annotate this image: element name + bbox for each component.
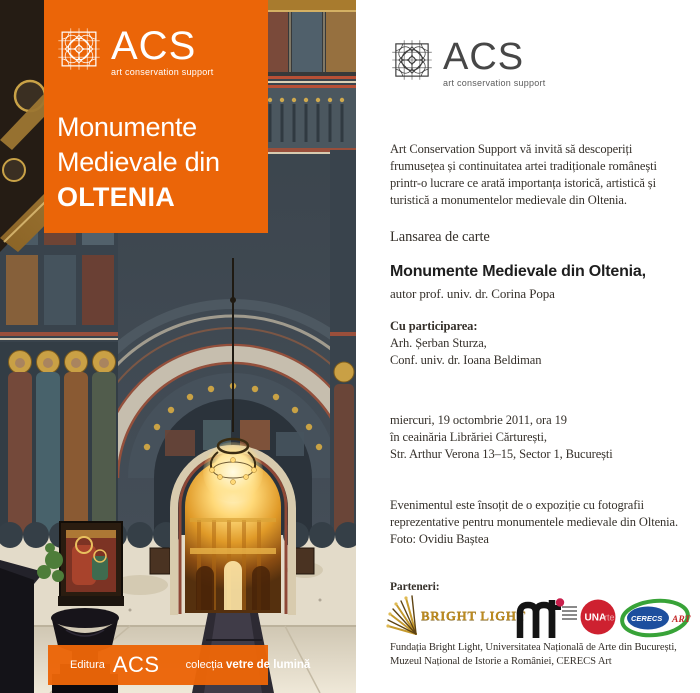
imprint-collection (186, 659, 311, 671)
mni-caption-lines (562, 606, 577, 622)
unarte-wordmark-bold: UNA (584, 612, 607, 624)
poster-title-line1: Monumente (57, 112, 197, 142)
intro-line: printr-o lucrare ce arată importanța istorică, artistică și (390, 176, 656, 190)
imprint-collection-name: vetre de lumină (225, 659, 311, 671)
partner-mni-logo (516, 596, 566, 640)
poster-title-line2: Medievale din (57, 147, 220, 177)
partner-cerecs-art-logo (618, 596, 694, 640)
launch-label: Lansarea de carte (390, 229, 490, 245)
event-line: Foto: Ovidiu Baștea (390, 532, 489, 546)
imprint-acs-wordmark: ACS (112, 652, 160, 677)
cerecs-art-wordmark: ART (672, 615, 691, 625)
intro-line: Art Conservation Support vă invită să descoperiți (390, 142, 633, 156)
event-block (390, 497, 678, 548)
imprint-collection-prefix: colecția (185, 659, 223, 671)
orange-title-block (44, 0, 268, 233)
acs-wordmark: ACS (443, 36, 525, 78)
acs-brand-right (390, 38, 546, 88)
acs-tagline: art conservation support (443, 78, 546, 88)
book-title: Monumente Medievale din Oltenia, (390, 263, 646, 280)
partners-footer (390, 641, 677, 669)
book-author: autor prof. univ. dr. Corina Popa (390, 286, 555, 301)
intro-line: turistică a monumentelor medievale din Oltenia. (390, 193, 627, 207)
venue-block (390, 412, 613, 463)
acs-rosette-icon (390, 38, 434, 82)
event-line: Evenimentul este însoțit de o expoziție cu fotografii (390, 498, 645, 512)
partner-unarte-logo (578, 597, 620, 637)
imprint-editura-label: Editura (70, 659, 105, 671)
venue-line: în ceainăria Librăriei Cărturești, (390, 430, 547, 444)
unarte-wordmark-rest: rte (604, 612, 615, 623)
acs-wordmark: ACS (111, 24, 197, 68)
poster-title (57, 110, 220, 215)
invitation-content (390, 0, 696, 693)
poster-title-line3: OLTENIA (57, 182, 175, 212)
partner-bright-light-wordmark: BRIGHT LIGHT (421, 608, 526, 623)
partners-label: Parteneri: (390, 581, 440, 593)
participants-label: Cu participarea: (390, 319, 478, 333)
cerecs-wordmark: CERECS (631, 614, 663, 623)
acs-tagline: art conservation support (111, 67, 214, 77)
acs-rosette-icon (56, 26, 102, 72)
venue-line: Str. Arthur Verona 13–15, Sector 1, București (390, 447, 613, 461)
partner-logos-row (390, 594, 696, 642)
imprint-bar (48, 645, 311, 685)
venue-line: miercuri, 19 octombrie 2011, ora 19 (390, 413, 567, 427)
footer-line: Muzeul Național de Istorie a României, CERECS Art (390, 656, 612, 667)
event-line: reprezentative pentru monumentele medievale din Oltenia. (390, 515, 679, 529)
participant-name: Arh. Șerban Sturza, (390, 336, 487, 350)
footer-line: Fundația Bright Light, Universitatea Națională de Arte din București, (390, 642, 677, 653)
intro-line: frumusețea și continuitatea artei tradiționale românești (390, 159, 657, 173)
acs-brand-left (56, 26, 214, 77)
bright-light-starburst-icon (386, 594, 422, 638)
intro-paragraph (390, 141, 657, 209)
participants-block (390, 318, 541, 369)
participant-name: Conf. univ. dr. Ioana Beldiman (390, 353, 542, 367)
